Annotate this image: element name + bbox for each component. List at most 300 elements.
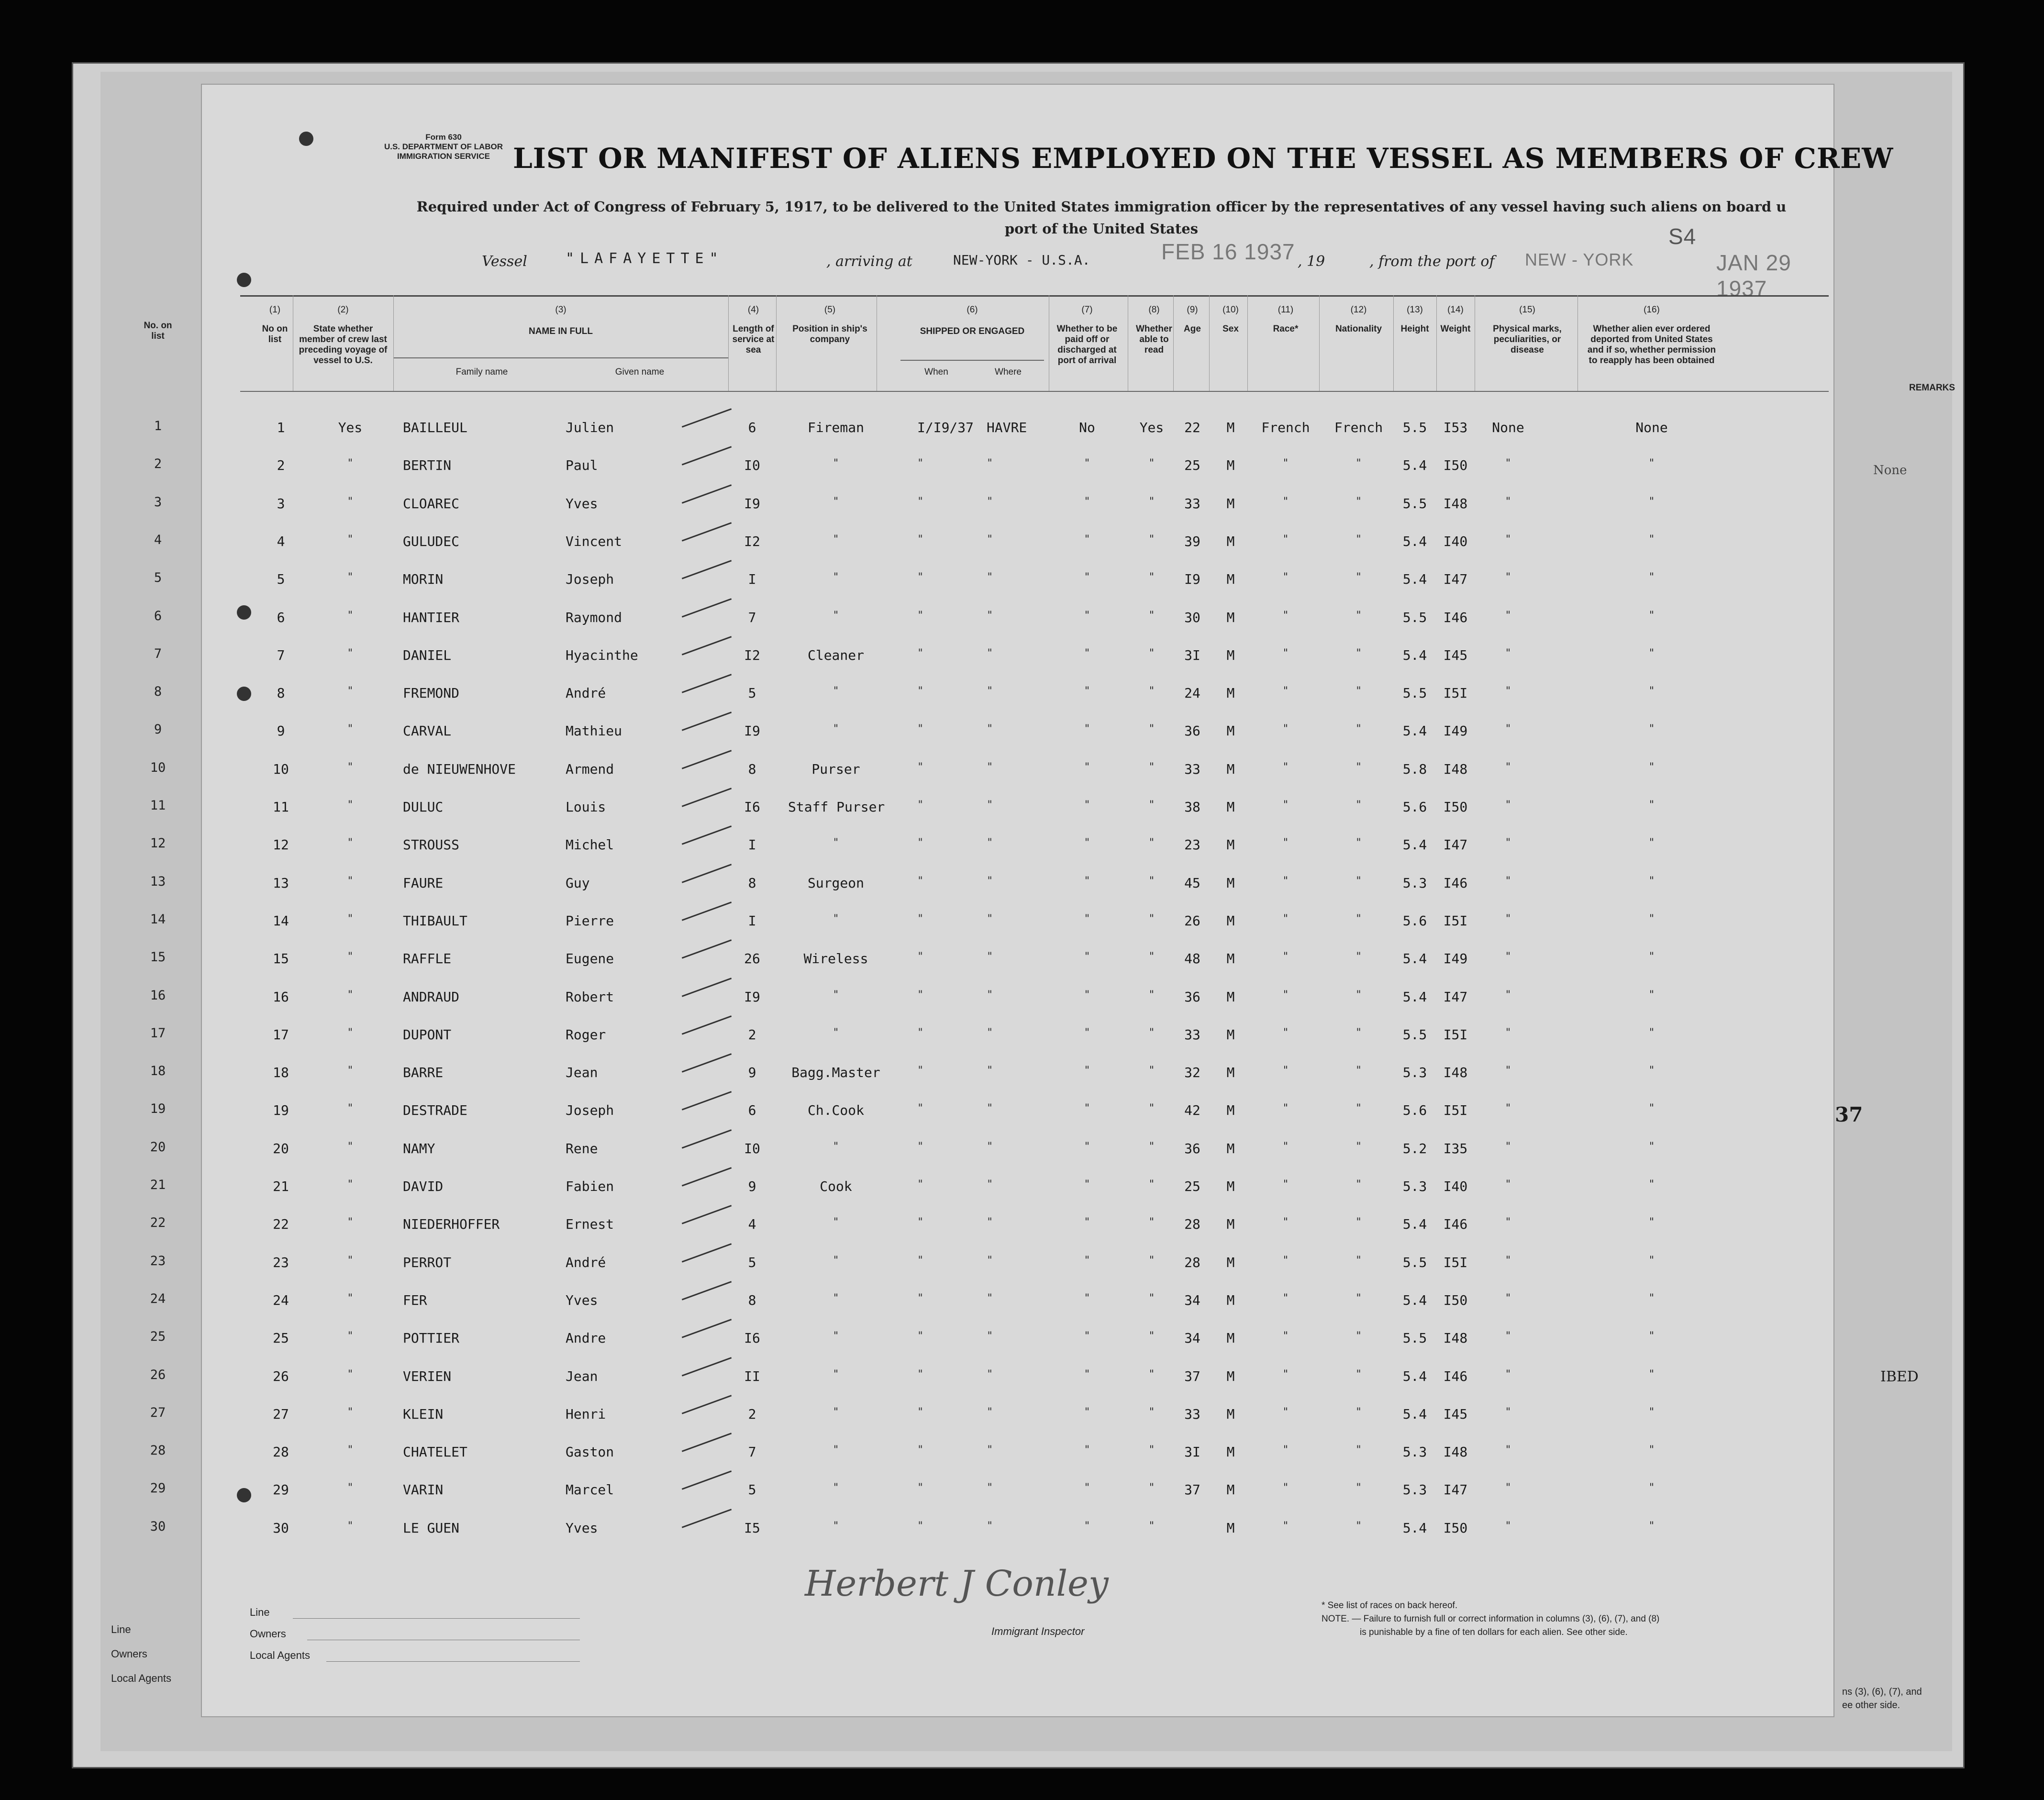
column-number: (10) bbox=[1222, 305, 1239, 315]
cell-deported: " bbox=[1648, 1444, 1655, 1456]
cell-marks: " bbox=[1505, 1140, 1511, 1153]
cell-no: 28 bbox=[273, 1444, 289, 1460]
cell-paid: " bbox=[1084, 989, 1090, 1001]
cell-position: Ch.Cook bbox=[807, 1102, 864, 1119]
footnote-fine: is punishable by a fine of ten dollars for each alien. See other side. bbox=[1360, 1627, 1628, 1637]
cell-age: 36 bbox=[1184, 723, 1200, 739]
cell-read: " bbox=[1148, 1254, 1155, 1267]
cell-deported: " bbox=[1648, 837, 1655, 849]
departure-date-stamp: JAN 29 1937 bbox=[1716, 250, 1791, 301]
column-rule bbox=[1209, 295, 1210, 391]
cell-position: Staff Purser bbox=[788, 799, 885, 815]
cell-no: 4 bbox=[277, 533, 285, 549]
under-line-label: Line bbox=[111, 1623, 131, 1635]
cell-weight: I5I bbox=[1443, 1026, 1468, 1043]
cell-nationality: " bbox=[1355, 1330, 1362, 1343]
cell-marks: " bbox=[1505, 1482, 1511, 1494]
cell-when: " bbox=[917, 1026, 924, 1039]
column-subheader: When bbox=[924, 367, 948, 377]
column-header: Whether to be paid off or discharged at port of arrival bbox=[1056, 324, 1118, 366]
cell-race: " bbox=[1282, 761, 1289, 773]
cell-no: 13 bbox=[273, 875, 289, 891]
cell-nationality: " bbox=[1355, 1368, 1362, 1380]
cell-height: 5.4 bbox=[1402, 1368, 1427, 1384]
cell-sex: M bbox=[1226, 989, 1235, 1005]
cell-read: " bbox=[1148, 1102, 1155, 1115]
cell-marks: " bbox=[1505, 647, 1511, 659]
cell-race: " bbox=[1282, 837, 1289, 849]
cell-prev: " bbox=[347, 1444, 354, 1456]
cell-given: Jean bbox=[566, 1065, 598, 1081]
cell-sex: M bbox=[1226, 420, 1235, 435]
cell-service: 5 bbox=[748, 685, 756, 701]
cell-age: 30 bbox=[1184, 609, 1200, 625]
column-header: Sex bbox=[1222, 324, 1239, 334]
cell-height: 5.2 bbox=[1402, 1140, 1427, 1156]
cell-no: 23 bbox=[273, 1254, 289, 1270]
cell-sex: M bbox=[1226, 723, 1235, 739]
cell-family: FAURE bbox=[403, 875, 444, 891]
cell-service: 2 bbox=[748, 1406, 756, 1422]
cell-prev: " bbox=[347, 495, 354, 508]
cell-service: I bbox=[748, 837, 756, 853]
column-rule bbox=[1393, 295, 1394, 391]
cell-family: DULUC bbox=[403, 799, 444, 815]
cell-position: Wireless bbox=[803, 951, 868, 967]
underlying-row-number: 2 bbox=[154, 456, 162, 472]
cell-position: " bbox=[833, 837, 839, 849]
cell-given: Eugene bbox=[566, 951, 614, 967]
cell-age: 33 bbox=[1184, 1026, 1200, 1043]
cell-weight: I40 bbox=[1443, 533, 1468, 549]
cell-when: " bbox=[917, 1520, 924, 1532]
cell-weight: I5I bbox=[1443, 685, 1468, 701]
cell-nationality: French bbox=[1334, 420, 1383, 435]
cell-sex: M bbox=[1226, 837, 1235, 853]
cell-read: " bbox=[1148, 533, 1155, 545]
punch-hole bbox=[237, 687, 251, 701]
cell-nationality: " bbox=[1355, 457, 1362, 470]
cell-weight: I50 bbox=[1443, 457, 1468, 474]
cell-marks: " bbox=[1505, 457, 1511, 470]
cell-no: 12 bbox=[273, 837, 289, 853]
cell-when: " bbox=[917, 1254, 924, 1267]
cell-service: 2 bbox=[748, 1026, 756, 1043]
cell-family: PERROT bbox=[403, 1254, 452, 1270]
cell-family: KLEIN bbox=[403, 1406, 444, 1422]
cell-given: Henri bbox=[566, 1406, 606, 1422]
remarks-described: IBED bbox=[1880, 1368, 1919, 1385]
cell-deported: " bbox=[1648, 457, 1655, 470]
cell-family: POTTIER bbox=[403, 1330, 460, 1346]
cell-family: DUPONT bbox=[403, 1026, 452, 1043]
cell-race: " bbox=[1282, 685, 1289, 698]
cell-height: 5.5 bbox=[1402, 1254, 1427, 1270]
cell-marks: " bbox=[1505, 1178, 1511, 1190]
cell-sex: M bbox=[1226, 647, 1235, 663]
cell-where: HAVRE bbox=[987, 420, 1027, 435]
cell-age: 34 bbox=[1184, 1330, 1200, 1346]
column-header: No on list bbox=[262, 324, 288, 344]
cell-prev: " bbox=[347, 1520, 354, 1532]
cell-prev: " bbox=[347, 609, 354, 622]
column-number: (5) bbox=[824, 305, 836, 315]
cell-paid: " bbox=[1084, 1444, 1090, 1456]
column-header: NAME IN FULL bbox=[528, 326, 593, 336]
cell-deported: " bbox=[1648, 1292, 1655, 1304]
underlying-row-number: 18 bbox=[150, 1064, 166, 1079]
cell-no: 2 bbox=[277, 457, 285, 474]
cell-weight: I48 bbox=[1443, 761, 1468, 777]
cell-no: 24 bbox=[273, 1292, 289, 1308]
cell-age: 33 bbox=[1184, 761, 1200, 777]
cell-where: " bbox=[987, 761, 993, 773]
cell-when: " bbox=[917, 647, 924, 659]
cell-given: Jean bbox=[566, 1368, 598, 1384]
cell-no: 6 bbox=[277, 609, 285, 625]
cell-paid: " bbox=[1084, 875, 1090, 887]
arrival-date-stamp: FEB 16 1937 bbox=[1161, 239, 1295, 264]
cell-where: " bbox=[987, 1520, 993, 1532]
cell-prev: " bbox=[347, 1065, 354, 1077]
cell-height: 5.4 bbox=[1402, 647, 1427, 663]
cell-position: " bbox=[833, 1254, 839, 1267]
cell-family: RAFFLE bbox=[403, 951, 452, 967]
column-rule bbox=[1173, 295, 1174, 391]
cell-sex: M bbox=[1226, 685, 1235, 701]
cell-prev: " bbox=[347, 837, 354, 849]
cell-where: " bbox=[987, 1216, 993, 1229]
underlying-row-number: 4 bbox=[154, 532, 162, 547]
cell-sex: M bbox=[1226, 1026, 1235, 1043]
cell-family: FER bbox=[403, 1292, 427, 1308]
column-rule bbox=[1247, 295, 1248, 391]
cell-service: 7 bbox=[748, 609, 756, 625]
column-header: Nationality bbox=[1335, 324, 1382, 334]
column-header: State whether member of crew last preceding voyage of vessel to U.S. bbox=[299, 324, 388, 366]
cell-read: " bbox=[1148, 1026, 1155, 1039]
cell-paid: " bbox=[1084, 571, 1090, 584]
cell-read: " bbox=[1148, 875, 1155, 887]
cell-service: 9 bbox=[748, 1178, 756, 1194]
cell-deported: " bbox=[1648, 571, 1655, 584]
cell-service: I5 bbox=[744, 1520, 760, 1536]
cell-read: " bbox=[1148, 1406, 1155, 1418]
cell-height: 5.5 bbox=[1402, 1330, 1427, 1346]
cell-weight: I46 bbox=[1443, 875, 1468, 891]
cell-where: " bbox=[987, 1026, 993, 1039]
underlying-row-number: 6 bbox=[154, 608, 162, 623]
cell-race: " bbox=[1282, 875, 1289, 887]
cell-race: " bbox=[1282, 533, 1289, 545]
cell-height: 5.4 bbox=[1402, 723, 1427, 739]
cell-sex: M bbox=[1226, 912, 1235, 929]
cell-deported: " bbox=[1648, 799, 1655, 811]
remarks-year: 37 bbox=[1835, 1103, 1863, 1126]
cell-prev: " bbox=[347, 1140, 354, 1153]
cell-nationality: " bbox=[1355, 1065, 1362, 1077]
cell-deported: " bbox=[1648, 951, 1655, 963]
cell-weight: I47 bbox=[1443, 837, 1468, 853]
cell-deported: " bbox=[1648, 1254, 1655, 1267]
cell-marks: " bbox=[1505, 685, 1511, 698]
cell-race: " bbox=[1282, 1292, 1289, 1304]
cell-age: 38 bbox=[1184, 799, 1200, 815]
cell-read: " bbox=[1148, 1520, 1155, 1532]
column-number: (12) bbox=[1350, 305, 1367, 315]
cell-family: VERIEN bbox=[403, 1368, 452, 1384]
cell-sex: M bbox=[1226, 1368, 1235, 1384]
cell-nationality: " bbox=[1355, 989, 1362, 1001]
cell-no: 9 bbox=[277, 723, 285, 739]
cell-nationality: " bbox=[1355, 1292, 1362, 1304]
cell-height: 5.4 bbox=[1402, 1520, 1427, 1536]
cell-where: " bbox=[987, 685, 993, 698]
cell-nationality: " bbox=[1355, 685, 1362, 698]
column-number: (14) bbox=[1447, 305, 1464, 315]
cell-weight: I48 bbox=[1443, 1065, 1468, 1081]
cell-sex: M bbox=[1226, 1065, 1235, 1081]
underlying-row-number: 9 bbox=[154, 722, 162, 737]
cell-prev: " bbox=[347, 647, 354, 659]
cell-service: I0 bbox=[744, 457, 760, 474]
underlying-row-number: 12 bbox=[150, 836, 166, 851]
cell-no: 7 bbox=[277, 647, 285, 663]
cell-height: 5.4 bbox=[1402, 1216, 1427, 1233]
cell-deported: " bbox=[1648, 1102, 1655, 1115]
cell-service: I0 bbox=[744, 1140, 760, 1156]
cell-position: " bbox=[833, 1482, 839, 1494]
footnote-note: NOTE. — Failure to furnish full or correct information in columns (3), (6), (7), and (8) bbox=[1322, 1614, 1660, 1624]
cell-given: Mathieu bbox=[566, 723, 622, 739]
cell-marks: " bbox=[1505, 1216, 1511, 1229]
cell-sex: M bbox=[1226, 761, 1235, 777]
name-subrule bbox=[393, 357, 728, 358]
cell-family: HANTIER bbox=[403, 609, 460, 625]
underlying-row-number: 14 bbox=[150, 911, 166, 927]
cell-position: " bbox=[833, 571, 839, 584]
cell-given: Roger bbox=[566, 1026, 606, 1043]
cell-race: " bbox=[1282, 1102, 1289, 1115]
underlying-row-number: 17 bbox=[150, 1025, 166, 1041]
cell-paid: " bbox=[1084, 609, 1090, 622]
cell-where: " bbox=[987, 1406, 993, 1418]
cell-race: " bbox=[1282, 799, 1289, 811]
column-number: (6) bbox=[966, 305, 978, 315]
cell-sex: M bbox=[1226, 875, 1235, 891]
cell-nationality: " bbox=[1355, 912, 1362, 925]
cell-family: CLOAREC bbox=[403, 495, 460, 511]
cell-read: " bbox=[1148, 457, 1155, 470]
cell-age: 28 bbox=[1184, 1216, 1200, 1233]
cell-marks: " bbox=[1505, 1520, 1511, 1532]
underlying-row-number: 24 bbox=[150, 1291, 166, 1306]
cell-no: 26 bbox=[273, 1368, 289, 1384]
cell-service: 5 bbox=[748, 1254, 756, 1270]
cell-race: " bbox=[1282, 1216, 1289, 1229]
cell-weight: I49 bbox=[1443, 723, 1468, 739]
cell-given: Marcel bbox=[566, 1482, 614, 1498]
cell-read: " bbox=[1148, 912, 1155, 925]
cell-deported: " bbox=[1648, 609, 1655, 622]
cell-prev: " bbox=[347, 1406, 354, 1418]
cell-age: 23 bbox=[1184, 837, 1200, 853]
cell-no: 15 bbox=[273, 951, 289, 967]
cell-race: " bbox=[1282, 989, 1289, 1001]
column-header: Height bbox=[1400, 324, 1429, 334]
cell-deported: " bbox=[1648, 1482, 1655, 1494]
cell-when: " bbox=[917, 1178, 924, 1190]
cell-given: Fabien bbox=[566, 1178, 614, 1194]
edge-note-2: ee other side. bbox=[1842, 1700, 1900, 1711]
cell-service: I9 bbox=[744, 989, 760, 1005]
subtitle-line-2: port of the United States bbox=[1004, 221, 1199, 237]
cell-marks: None bbox=[1492, 420, 1524, 435]
cell-height: 5.4 bbox=[1402, 837, 1427, 853]
cell-no: 1 bbox=[277, 420, 285, 435]
cell-given: Julien bbox=[566, 420, 614, 435]
underlying-row-number: 5 bbox=[154, 570, 162, 586]
cell-nationality: " bbox=[1355, 723, 1362, 735]
cell-deported: " bbox=[1648, 761, 1655, 773]
punch-hole bbox=[237, 273, 251, 287]
cell-given: Raymond bbox=[566, 609, 622, 625]
column-number: (13) bbox=[1407, 305, 1423, 315]
cell-where: " bbox=[987, 1065, 993, 1077]
cell-race: " bbox=[1282, 723, 1289, 735]
cell-service: 5 bbox=[748, 1482, 756, 1498]
form-service: IMMIGRATION SERVICE bbox=[397, 152, 490, 161]
cell-prev: " bbox=[347, 761, 354, 773]
cell-position: Cook bbox=[820, 1178, 852, 1194]
cell-family: BERTIN bbox=[403, 457, 452, 474]
cell-paid: " bbox=[1084, 457, 1090, 470]
cell-nationality: " bbox=[1355, 495, 1362, 508]
cell-race: " bbox=[1282, 1406, 1289, 1418]
cell-marks: " bbox=[1505, 951, 1511, 963]
cell-read: " bbox=[1148, 1482, 1155, 1494]
cell-given: Joseph bbox=[566, 571, 614, 588]
cell-deported: " bbox=[1648, 1520, 1655, 1532]
cell-position: " bbox=[833, 1216, 839, 1229]
cell-nationality: " bbox=[1355, 609, 1362, 622]
cell-read: " bbox=[1148, 1444, 1155, 1456]
column-header: Length of service at sea bbox=[732, 324, 775, 355]
cell-service: 7 bbox=[748, 1444, 756, 1460]
cell-sex: M bbox=[1226, 1140, 1235, 1156]
cell-height: 5.5 bbox=[1402, 1026, 1427, 1043]
cell-when: " bbox=[917, 1482, 924, 1494]
cell-service: 8 bbox=[748, 875, 756, 891]
cell-prev: " bbox=[347, 1178, 354, 1190]
cell-deported: " bbox=[1648, 533, 1655, 545]
cell-position: " bbox=[833, 1292, 839, 1304]
cell-where: " bbox=[987, 533, 993, 545]
cell-where: " bbox=[987, 875, 993, 887]
cell-no: 18 bbox=[273, 1065, 289, 1081]
cell-height: 5.4 bbox=[1402, 951, 1427, 967]
cell-given: Armend bbox=[566, 761, 614, 777]
cell-service: I6 bbox=[744, 1330, 760, 1346]
cell-sex: M bbox=[1226, 495, 1235, 511]
cell-where: " bbox=[987, 1444, 993, 1456]
cell-no: 21 bbox=[273, 1178, 289, 1194]
cell-race: " bbox=[1282, 1178, 1289, 1190]
cell-deported: " bbox=[1648, 875, 1655, 887]
cell-weight: I47 bbox=[1443, 571, 1468, 588]
cell-paid: No bbox=[1079, 420, 1095, 435]
inspector-label: Immigrant Inspector bbox=[991, 1625, 1085, 1637]
cell-position: " bbox=[833, 1406, 839, 1418]
underlying-row-number: 30 bbox=[150, 1519, 166, 1534]
cell-race: French bbox=[1261, 420, 1310, 435]
cell-weight: I40 bbox=[1443, 1178, 1468, 1194]
cell-where: " bbox=[987, 1330, 993, 1343]
cell-prev: " bbox=[347, 875, 354, 887]
cell-weight: I50 bbox=[1443, 1292, 1468, 1308]
cell-race: " bbox=[1282, 1520, 1289, 1532]
underlying-row-number: 26 bbox=[150, 1367, 166, 1382]
cell-sex: M bbox=[1226, 571, 1235, 588]
cell-deported: " bbox=[1648, 1406, 1655, 1418]
cell-nationality: " bbox=[1355, 875, 1362, 887]
cell-position: Cleaner bbox=[807, 647, 864, 663]
cell-paid: " bbox=[1084, 1292, 1090, 1304]
cell-read: " bbox=[1148, 647, 1155, 659]
cell-family: MORIN bbox=[403, 571, 444, 588]
column-number: (1) bbox=[269, 305, 281, 315]
cell-age: 33 bbox=[1184, 1406, 1200, 1422]
cell-age: 45 bbox=[1184, 875, 1200, 891]
cell-height: 5.6 bbox=[1402, 912, 1427, 929]
cell-paid: " bbox=[1084, 533, 1090, 545]
cell-when: " bbox=[917, 571, 924, 584]
under-owners-label: Owners bbox=[111, 1648, 147, 1660]
cell-marks: " bbox=[1505, 1065, 1511, 1077]
cell-race: " bbox=[1282, 1482, 1289, 1494]
cell-sex: M bbox=[1226, 1330, 1235, 1346]
column-subheader: Where bbox=[995, 367, 1022, 377]
cell-height: 5.4 bbox=[1402, 989, 1427, 1005]
cell-sex: M bbox=[1226, 457, 1235, 474]
cell-read: " bbox=[1148, 989, 1155, 1001]
cell-where: " bbox=[987, 799, 993, 811]
cell-height: 5.4 bbox=[1402, 533, 1427, 549]
cell-prev: " bbox=[347, 571, 354, 584]
cell-marks: " bbox=[1505, 837, 1511, 849]
cell-when: " bbox=[917, 1444, 924, 1456]
under-agents-label: Local Agents bbox=[111, 1672, 171, 1684]
cell-weight: I47 bbox=[1443, 989, 1468, 1005]
cell-marks: " bbox=[1505, 723, 1511, 735]
cell-height: 5.4 bbox=[1402, 1292, 1427, 1308]
cell-paid: " bbox=[1084, 1254, 1090, 1267]
cell-marks: " bbox=[1505, 761, 1511, 773]
cell-position: " bbox=[833, 723, 839, 735]
cell-no: 30 bbox=[273, 1520, 289, 1536]
line-rule bbox=[293, 1618, 580, 1619]
cell-when: " bbox=[917, 495, 924, 508]
cell-paid: " bbox=[1084, 1065, 1090, 1077]
column-rule bbox=[1577, 295, 1578, 391]
cell-position: Fireman bbox=[807, 420, 864, 435]
cell-position: Bagg.Master bbox=[791, 1065, 880, 1081]
cell-prev: " bbox=[347, 989, 354, 1001]
cell-race: " bbox=[1282, 1065, 1289, 1077]
cell-height: 5.3 bbox=[1402, 1065, 1427, 1081]
column-header: SHIPPED OR ENGAGED bbox=[920, 326, 1025, 336]
cell-read: " bbox=[1148, 571, 1155, 584]
